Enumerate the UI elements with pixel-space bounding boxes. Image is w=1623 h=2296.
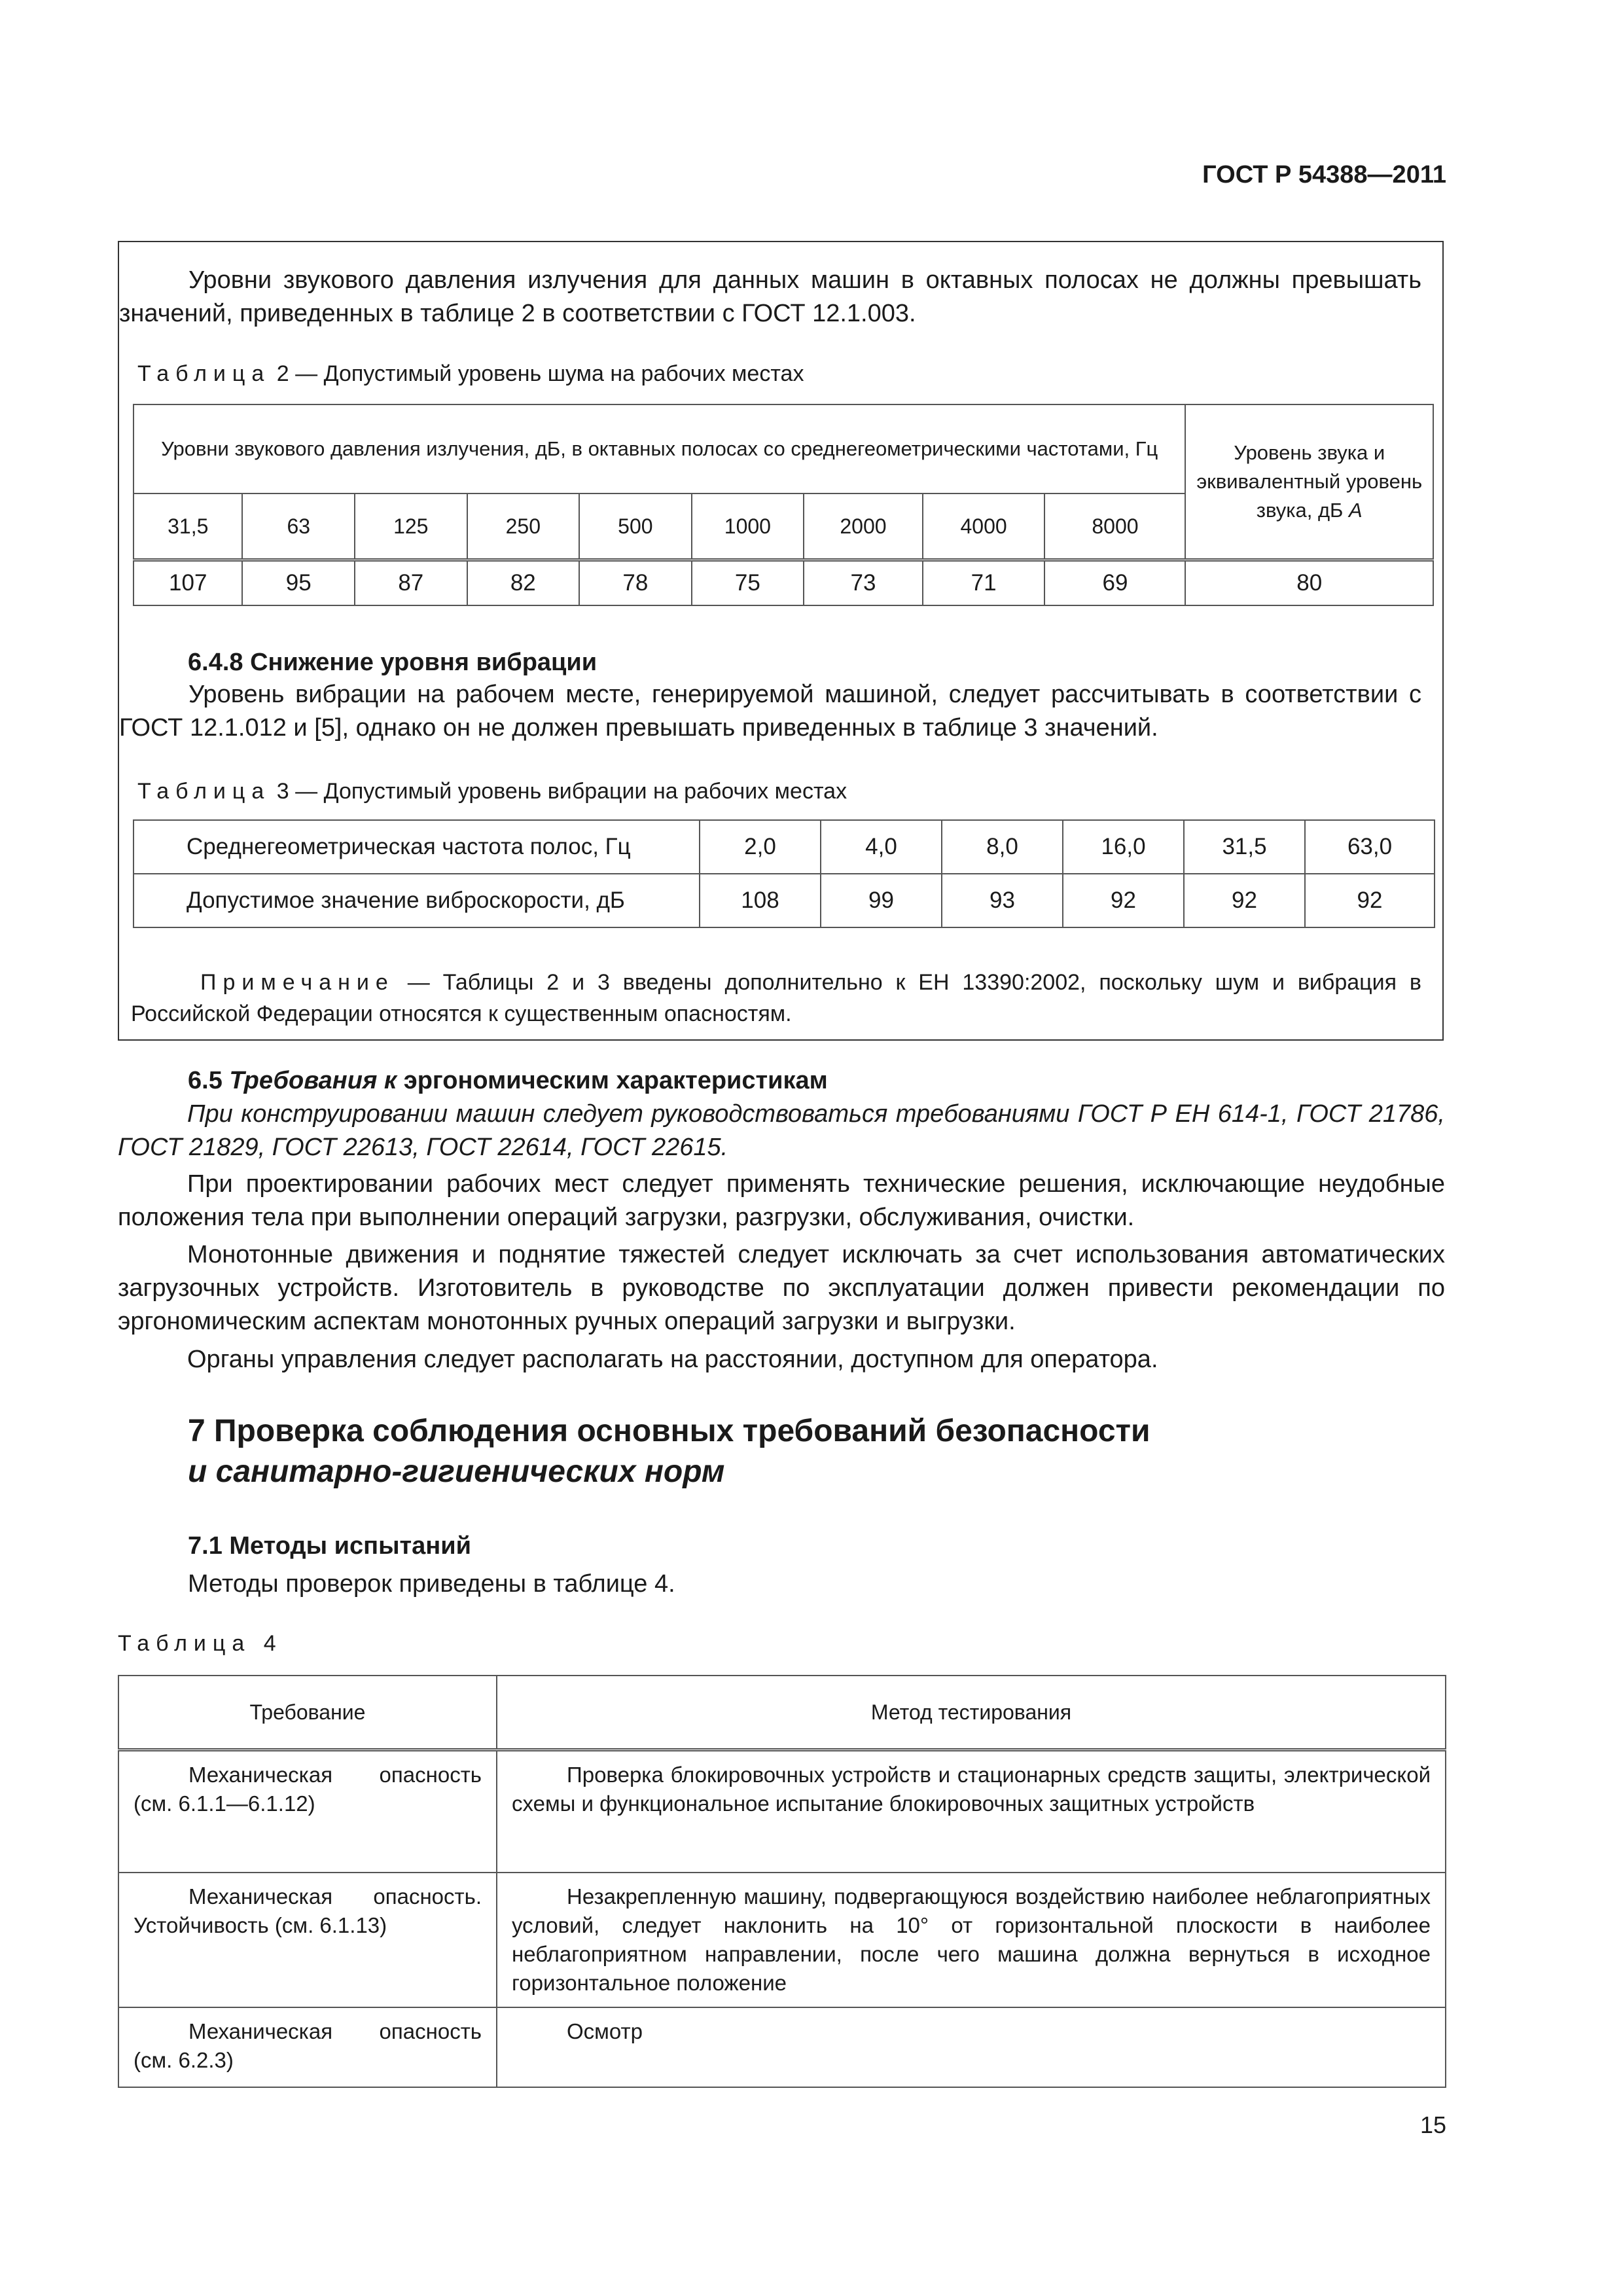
table3-row2-cell: 92 <box>1063 874 1184 927</box>
table3-row1-cell: 2,0 <box>700 820 821 874</box>
table2-value-cell: 107 <box>134 560 242 606</box>
table2-caption-word: Таблица <box>137 361 271 386</box>
table2-value-cell: 73 <box>804 560 923 606</box>
table3-row2-cell: 108 <box>700 874 821 927</box>
table2-freq-cell: 250 <box>467 493 580 560</box>
table2-head-total-unit: А <box>1349 499 1363 522</box>
note-paragraph <box>131 967 1421 1030</box>
table3-row1-cell: 63,0 <box>1305 820 1435 874</box>
section-7-title-line1: 7 Проверка соблюдения основных требований безопасности <box>188 1414 1150 1448</box>
table4-requirement-cell: Механическая опасность. Устойчивость (см. 6.1.13) <box>118 1873 497 2007</box>
table4-caption: Таблица 4 <box>118 1631 283 1656</box>
table2-value-cell: 95 <box>242 560 355 606</box>
table4-requirement-cell: Механическая опасность (см. 6.1.1—6.1.12) <box>118 1750 497 1873</box>
table2-freq-cell: 4000 <box>923 493 1045 560</box>
section-65-p1: При конструировании машин следует руководствоваться требованиями ГОСТ Р ЕН 614-1, ГОСТ 21786, ГОСТ 21829, ГОСТ 22613, ГОСТ 22614, ГОСТ 22615. <box>118 1100 1445 1161</box>
section-648-paragraph: Уровень вибрации на рабочем месте, генерируемой машиной, следует рассчитывать в соответствии с ГОСТ 12.1.012 и [5], однако он не должен превышать приведенных в таблице 3 значений. <box>119 681 1421 742</box>
table2-value-cell: 82 <box>467 560 580 606</box>
section-7-title-line2: и санитарно-гигиенических норм <box>188 1454 725 1489</box>
table2-head-total-text: Уровень звука и эквивалентный уровень звука, дБ <box>1196 441 1423 522</box>
table4-method-cell: Незакрепленную машину, подвергающуюся воздействию наиболее неблагоприятных условий, следует наклонить на 10° от горизонтальной плоскости в наиболее неблагоприятном направлении, после чего машина должна вернуться в исходное горизонтальное положение <box>497 1873 1446 2007</box>
table-row <box>118 1750 1446 1873</box>
table3-row2-cell: 99 <box>821 874 942 927</box>
table3-row1-label: Среднегеометрическая частота полос, Гц <box>134 820 700 874</box>
section-648-title: 6.4.8 Снижение уровня вибрации <box>188 649 597 676</box>
table3-row2-cell: 92 <box>1184 874 1305 927</box>
table2-head-bands: Уровни звукового давления излучения, дБ, в октавных полосах со среднегеометрическими частотами, Гц <box>134 404 1185 493</box>
table4-header-requirement: Требование <box>118 1676 497 1750</box>
table2-caption <box>137 361 804 387</box>
table3-row1-cell: 8,0 <box>942 820 1063 874</box>
section-65-p3: Монотонные движения и поднятие тяжестей следует исключать за счет использования автоматических загрузочных устройств. Изготовитель в руководстве по эксплуатации должен привести рекомендации по эргономическим аспектам монотонных ручных операций загрузки и выгрузки. <box>118 1241 1445 1335</box>
table2-caption-text: 2 — Допустимый уровень шума на рабочих местах <box>276 361 804 386</box>
table3-vibration-levels <box>133 819 1435 928</box>
section-65-title <box>188 1064 828 1098</box>
table3-row1-cell: 4,0 <box>821 820 942 874</box>
table2-freq-cell: 8000 <box>1044 493 1185 560</box>
table3-row1-cell: 16,0 <box>1063 820 1184 874</box>
table3-caption <box>137 778 847 804</box>
table4-requirement-cell: Механическая опасность (см. 6.2.3) <box>118 2007 497 2087</box>
table3-caption-text: 3 — Допустимый уровень вибрации на рабочих местах <box>276 779 847 804</box>
table2-freq-cell: 125 <box>355 493 467 560</box>
section-71-title: 7.1 Методы испытаний <box>188 1532 471 1560</box>
table4-method-cell: Проверка блокировочных устройств и стационарных средств защиты, электрической схемы и функциональное испытание блокировочных защитных устройств <box>497 1750 1446 1873</box>
table4-method-cell: Осмотр <box>497 2007 1446 2087</box>
table2-noise-levels <box>133 404 1434 606</box>
table2-value-cell: 75 <box>692 560 804 606</box>
table2-freq-cell: 2000 <box>804 493 923 560</box>
table2-head-total <box>1185 404 1433 560</box>
table2-freq-cell: 500 <box>579 493 692 560</box>
table3-row2-label: Допустимое значение виброскорости, дБ <box>134 874 700 927</box>
table2-value-cell: 71 <box>923 560 1045 606</box>
table2-value-cell: 78 <box>579 560 692 606</box>
table2-freq-cell: 1000 <box>692 493 804 560</box>
document-id: ГОСТ Р 54388—2011 <box>1202 161 1446 188</box>
table2-freq-cell: 63 <box>242 493 355 560</box>
table-row <box>118 2007 1446 2087</box>
table3-row2-cell: 92 <box>1305 874 1435 927</box>
table-row <box>118 1873 1446 2007</box>
table2-value-cell: 87 <box>355 560 467 606</box>
table3-row1-cell: 31,5 <box>1184 820 1305 874</box>
section-65-p4: Органы управления следует располагать на расстоянии, доступном для оператора. <box>187 1346 1158 1373</box>
section-65-title-italic: Требования к <box>229 1067 397 1094</box>
table2-total-value: 80 <box>1185 560 1433 606</box>
table4-test-methods <box>118 1675 1446 2088</box>
table3-caption-word: Таблица <box>137 779 271 804</box>
note-word: Примечание <box>200 970 395 995</box>
table4-header-method: Метод тестирования <box>497 1676 1446 1750</box>
table2-value-cell: 69 <box>1044 560 1185 606</box>
section-71-text: Методы проверок приведены в таблице 4. <box>188 1570 675 1598</box>
section-65-p2: При проектировании рабочих мест следует применять технические решения, исключающие неудобные положения тела при выполнении операций загрузки, разгрузки, обслуживания, очистки. <box>118 1170 1445 1231</box>
page-number: 15 <box>1419 2111 1446 2138</box>
table3-row2-cell: 93 <box>942 874 1063 927</box>
section-65-title-rest: эргономическим характеристикам <box>403 1067 828 1094</box>
note-text: — Таблицы 2 и 3 введены дополнительно к ЕН 13390:2002, поскольку шум и вибрация в Российской Федерации относятся к существенным опасностям. <box>131 970 1421 1026</box>
intro-paragraph: Уровни звукового давления излучения для данных машин в октавных полосах не должны превышать значений, приведенных в таблице 2 в соответствии с ГОСТ 12.1.003. <box>119 266 1421 327</box>
section-65-number: 6.5 <box>188 1067 223 1094</box>
table2-freq-cell: 31,5 <box>134 493 242 560</box>
